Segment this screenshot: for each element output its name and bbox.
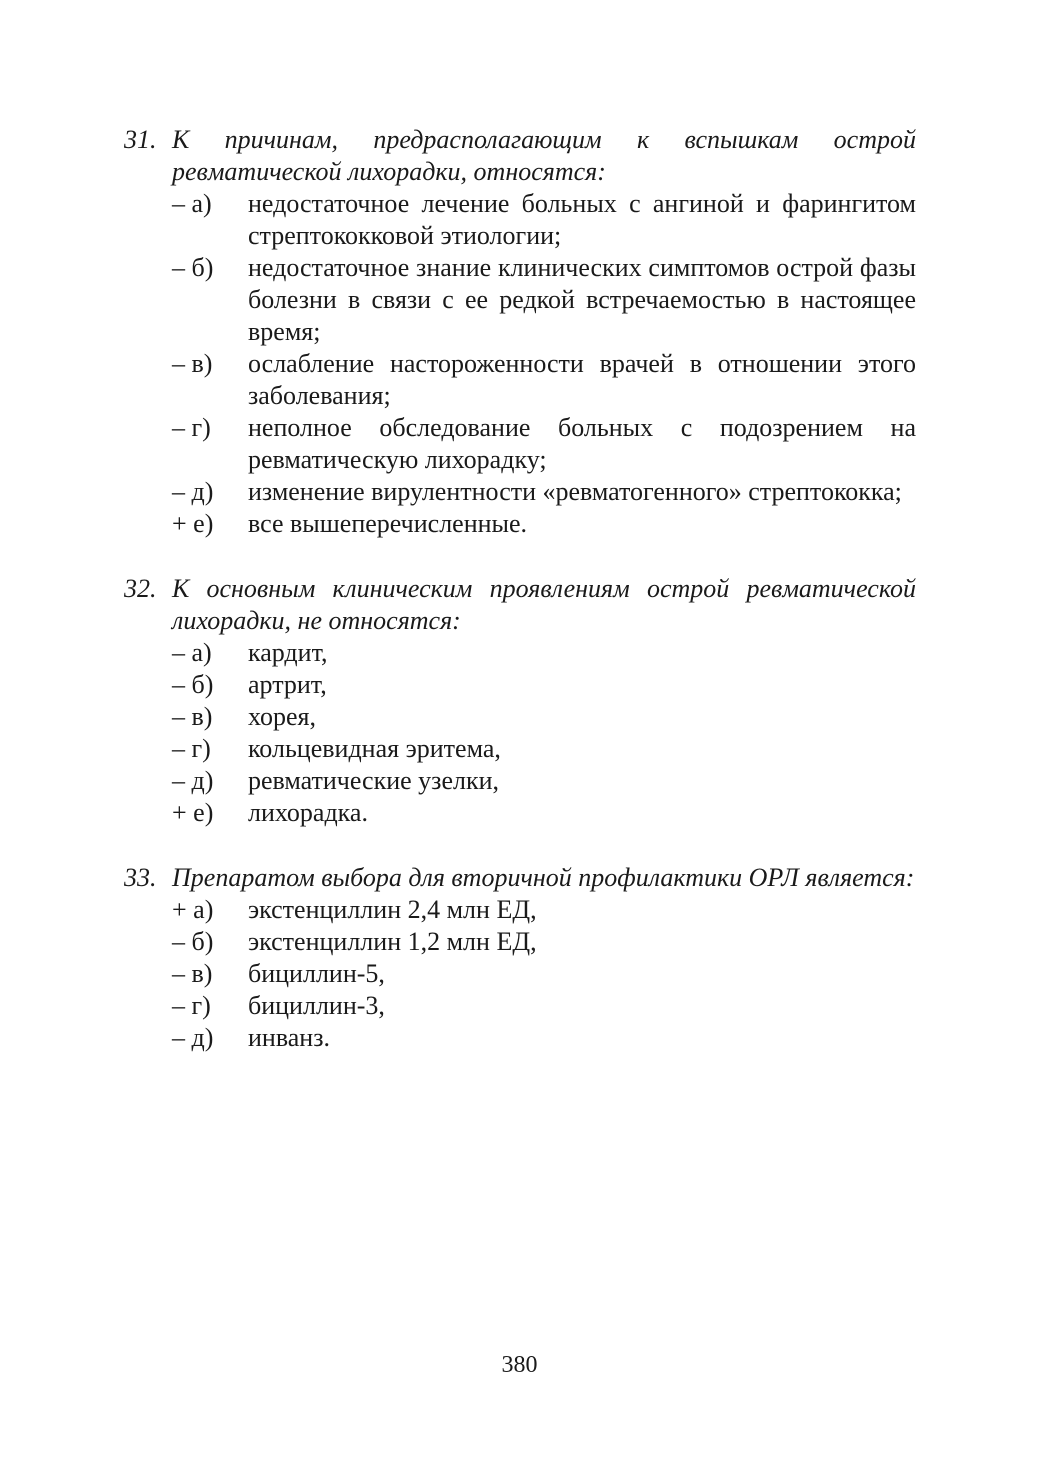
option-marker: – г) [172, 734, 211, 763]
option-text: все вышеперечисленные. [248, 509, 528, 538]
option-marker: – б) [172, 927, 214, 956]
option-text: недостаточное лечение больных с ангиной и фарингитом стрептококковой этиологии; [248, 189, 916, 250]
option-text: неполное обследование больных с подозрением на ревматическую лихорадку; [248, 413, 916, 474]
answer-option [172, 669, 916, 701]
option-text: инванз. [248, 1023, 330, 1052]
question-text: К основным клиническим проявлениям острой ревматической лихорадки, не относятся: [172, 574, 916, 635]
answer-option [172, 926, 916, 958]
question-31 [124, 124, 916, 540]
question-number: 33. [124, 863, 157, 892]
question-33 [124, 862, 916, 1054]
option-text: экстенциллин 2,4 млн ЕД, [248, 895, 537, 924]
option-text: кардит, [248, 638, 328, 667]
answer-options [172, 188, 916, 540]
answer-option [172, 701, 916, 733]
option-marker: – д) [172, 477, 214, 506]
option-marker: – д) [172, 766, 214, 795]
page-content [124, 124, 916, 1087]
option-text: артрит, [248, 670, 327, 699]
option-marker: – г) [172, 413, 211, 442]
option-text: недостаточное знание клинических симптомов острой фазы болезни в связи с ее редкой встречаемостью в настоящее время; [248, 253, 916, 346]
option-marker: – а) [172, 638, 212, 667]
option-text: изменение вирулентности «ревматогенного» стрептококка; [248, 477, 902, 506]
question-32 [124, 573, 916, 829]
option-marker: – г) [172, 991, 211, 1020]
question-number: 32. [124, 574, 157, 603]
answer-option [172, 188, 916, 252]
option-marker: – а) [172, 189, 212, 218]
answer-option [172, 958, 916, 990]
option-text: бициллин-3, [248, 991, 385, 1020]
option-text: экстенциллин 1,2 млн ЕД, [248, 927, 537, 956]
option-marker: – в) [172, 349, 213, 378]
option-text: хорея, [248, 702, 317, 731]
question-text: Препаратом выбора для вторичной профилактики ОРЛ является: [172, 863, 915, 892]
option-text: ревматические узелки, [248, 766, 500, 795]
option-marker: + е) [172, 509, 214, 538]
answer-option [172, 508, 916, 540]
answer-option [172, 476, 916, 508]
question-stem [124, 862, 916, 894]
answer-options [172, 894, 916, 1054]
question-stem [124, 573, 916, 637]
answer-option [172, 637, 916, 669]
option-text: кольцевидная эритема, [248, 734, 501, 763]
answer-option [172, 765, 916, 797]
question-number: 31. [124, 125, 157, 154]
option-marker: – в) [172, 959, 213, 988]
question-stem [124, 124, 916, 188]
answer-option [172, 412, 916, 476]
question-text: К причинам, предрасполагающим к вспышкам острой ревматической лихорадки, относятся: [172, 125, 916, 186]
option-marker: + е) [172, 798, 214, 827]
option-text: лихорадка. [248, 798, 368, 827]
option-marker: + а) [172, 895, 214, 924]
option-marker: – в) [172, 702, 213, 731]
page-number: 380 [501, 1352, 538, 1378]
option-marker: – б) [172, 670, 214, 699]
option-marker: – б) [172, 253, 214, 282]
answer-option [172, 733, 916, 765]
option-marker: – д) [172, 1023, 214, 1052]
answer-option [172, 348, 916, 412]
answer-option [172, 797, 916, 829]
answer-option [172, 894, 916, 926]
answer-option [172, 990, 916, 1022]
option-text: ослабление настороженности врачей в отношении этого заболевания; [248, 349, 916, 410]
answer-option [172, 252, 916, 348]
answer-option [172, 1022, 916, 1054]
option-text: бициллин-5, [248, 959, 385, 988]
answer-options [172, 637, 916, 829]
